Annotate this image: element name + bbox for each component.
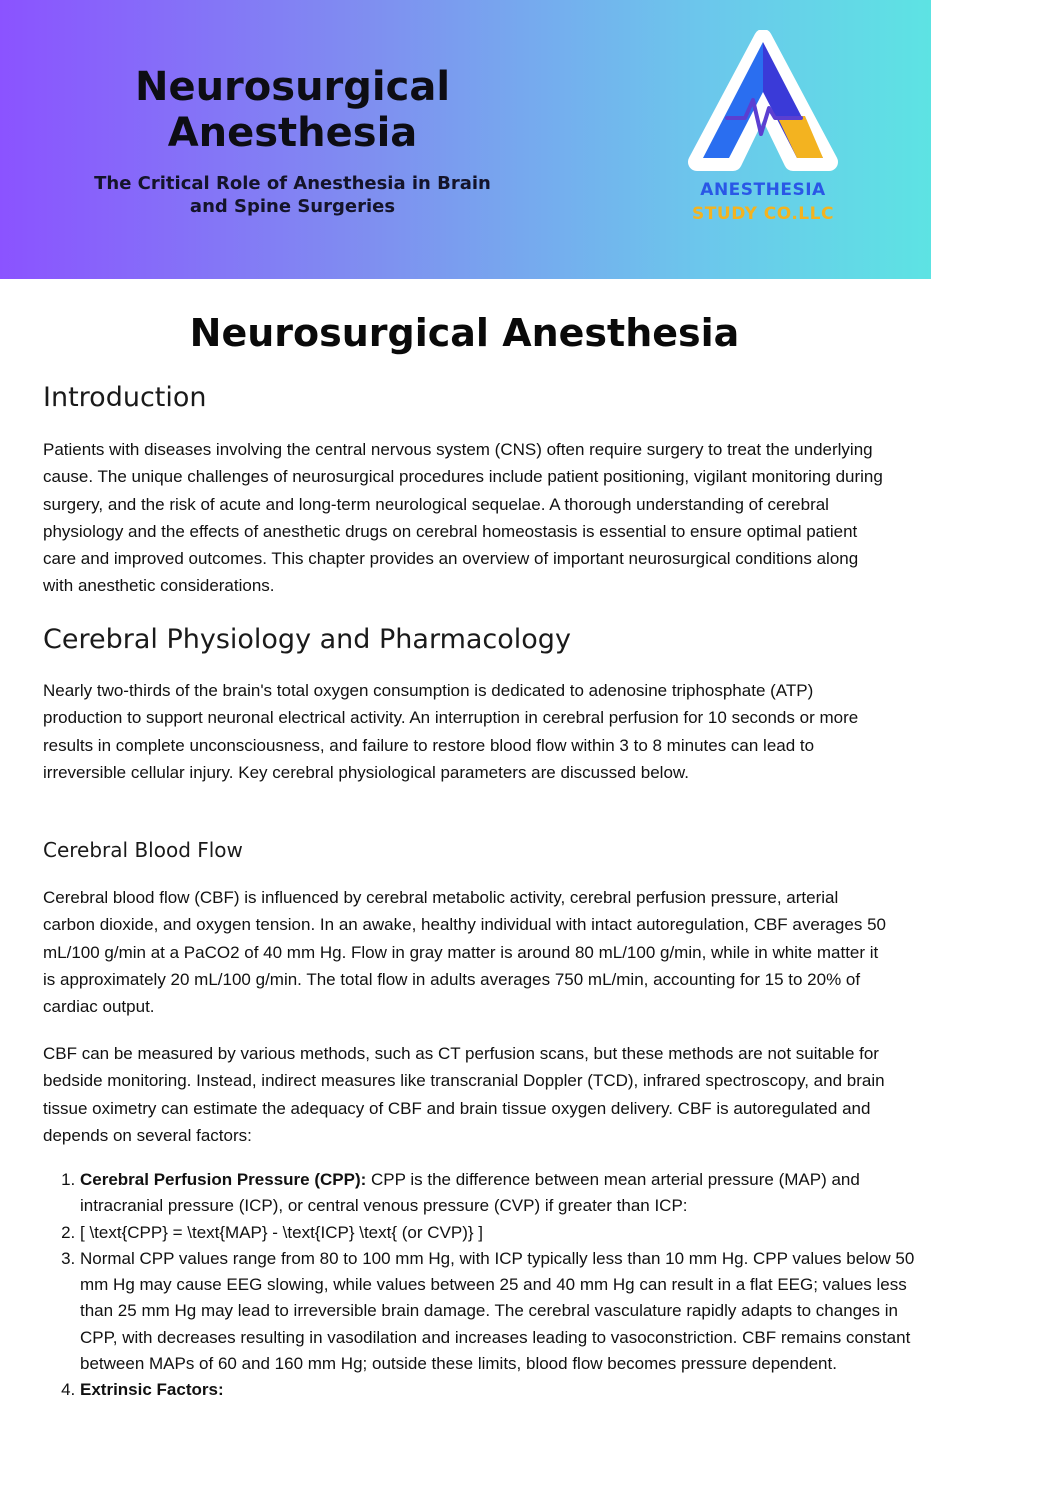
header-banner (0, 0, 931, 279)
company-logo (683, 30, 843, 238)
blood-flow-heading: Cerebral Blood Flow (43, 838, 243, 862)
blood-flow-para1: Cerebral blood flow (CBF) is influenced by cerebral metabolic activity, cerebral perfusion pressure, arterial carbon dioxide, and oxygen tension. In an awake, healthy individual with intact autoregulation, CBF averages 50 mL/100 g/min at a PaCO2 of 40 mm Hg. Flow in gray matter is around 80 mL/100 g/min, while in white matter it is approximately 20 mL/100 g/min. The total flow in adults averages 750 mL/min, accounting for 15 to 20% of cardiac output. (43, 888, 886, 1017)
logo-text-line2: STUDY CO.LLC (692, 204, 834, 224)
banner-title: Neurosurgical Anesthesia (134, 64, 451, 156)
list-item (80, 1167, 928, 1220)
list-item-text: Normal CPP values range from 80 to 100 mm Hg, with ICP typically less than 10 mm Hg. CPP values below 50 mm Hg may cause EEG slowing, while values between 25 and 40 mm Hg can result in a flat EEG; values less than 25 mm Hg may lead to irreversible brain damage. The cerebral vasculature rapidly adapts to changes in CPP, with decreases resulting in vasodilation and increases leading to vasoconstriction. CBF remains constant between MAPs of 60 and 160 mm Hg; outside these limits, blood flow becomes pressure dependent. (80, 1248, 915, 1374)
physiology-heading: Cerebral Physiology and Pharmacology (43, 624, 571, 655)
logo-text-line1: ANESTHESIA (700, 180, 826, 200)
factors-list (43, 1167, 928, 1404)
list-item (80, 1246, 928, 1377)
document-title: Neurosurgical Anesthesia (189, 311, 740, 355)
physiology-text: Nearly two-thirds of the brain's total oxygen consumption is dedicated to adenosine triphosphate (ATP) production to support neuronal electrical activity. An interruption in cerebral perfusion for 10 seconds or more results in complete unconsciousness, and failure to restore blood flow within 3 to 8 minutes can lead to irreversible cellular injury. Key cerebral physiological parameters are discussed below. (43, 681, 859, 782)
list-item-bold: Cerebral Perfusion Pressure (CPP): (80, 1170, 367, 1189)
introduction-heading: Introduction (43, 382, 207, 413)
list-item-text: CPP is the difference between mean arterial pressure (MAP) and intracranial pressure (ICP), or central venous pressure (CVP) if greater than ICP: (80, 1170, 860, 1216)
list-item (80, 1377, 928, 1403)
introduction-text: Patients with diseases involving the central nervous system (CNS) often require surgery to treat the underlying cause. The unique challenges of neurosurgical procedures include patient positioning, vigilant monitoring during surgery, and the risk of acute and long-term neurological sequelae. A thorough understanding of cerebral physiology and the effects of anesthetic drugs on cerebral homeostasis is essential to ensure optimal patient care and improved outcomes. This chapter provides an overview of important neurosurgical conditions along with anesthetic considerations. (43, 440, 883, 596)
list-item-text: [ \text{CPP} = \text{MAP} - \text{ICP} \text{ (or CVP)} ] (80, 1222, 483, 1242)
blood-flow-para2: CBF can be measured by various methods, such as CT perfusion scans, but these methods are not suitable for bedside monitoring. Instead, indirect measures like transcranial Doppler (TCD), infrared spectroscopy, and brain tissue oximetry can estimate the adequacy of CBF and brain tissue oxygen delivery. CBF is autoregulated and depends on several factors: (43, 1044, 885, 1145)
logo-letter-a-icon (683, 30, 843, 180)
banner-subtitle: The Critical Role of Anesthesia in Brain and Spine Surgeries (94, 173, 491, 217)
list-item (80, 1220, 928, 1246)
list-item-bold: Extrinsic Factors: (80, 1380, 224, 1400)
